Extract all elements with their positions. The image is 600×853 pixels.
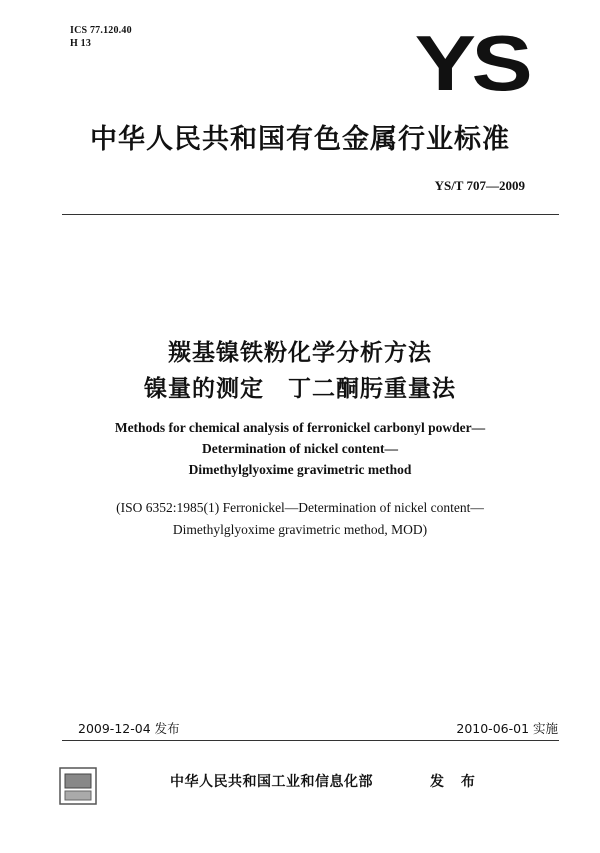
standard-number: YS/T 707—2009 [434,178,525,193]
title-en-line2: Determination of nickel content— [201,441,399,456]
ys-logo: YS [414,19,528,107]
anti-counterfeit-stamp-icon [58,766,98,806]
title-cn-line1: 羰基镍铁粉化学分析方法 [168,340,432,366]
effective-date: 2010-06-01 实施 [456,721,558,736]
bottom-divider [62,740,559,741]
top-divider [62,214,559,215]
classification-codes [70,24,132,50]
iso-reference-line2: Dimethylglyoxime gravimetric method, MOD) [172,522,428,537]
issuing-authority: 中华人民共和国工业和信息化部 [170,774,373,790]
title-en-line1: Methods for chemical analysis of ferronickel carbonyl powder— [114,420,486,435]
iso-reference-line1: (ISO 6352:1985(1) Ferronickel—Determination of nickel content— [116,500,484,515]
ccs-code: H 13 [70,38,92,49]
title-en-line3: Dimethylglyoxime gravimetric method [188,462,412,477]
standard-category-title: 中华人民共和国有色金属行业标准 [90,124,510,155]
issue-date: 2009-12-04 发布 [78,721,180,736]
release-label: 发 布 [430,774,481,790]
ics-code: ICS 77.120.40 [70,25,132,36]
title-cn-line2: 镍量的测定 丁二酮肟重量法 [144,376,456,402]
